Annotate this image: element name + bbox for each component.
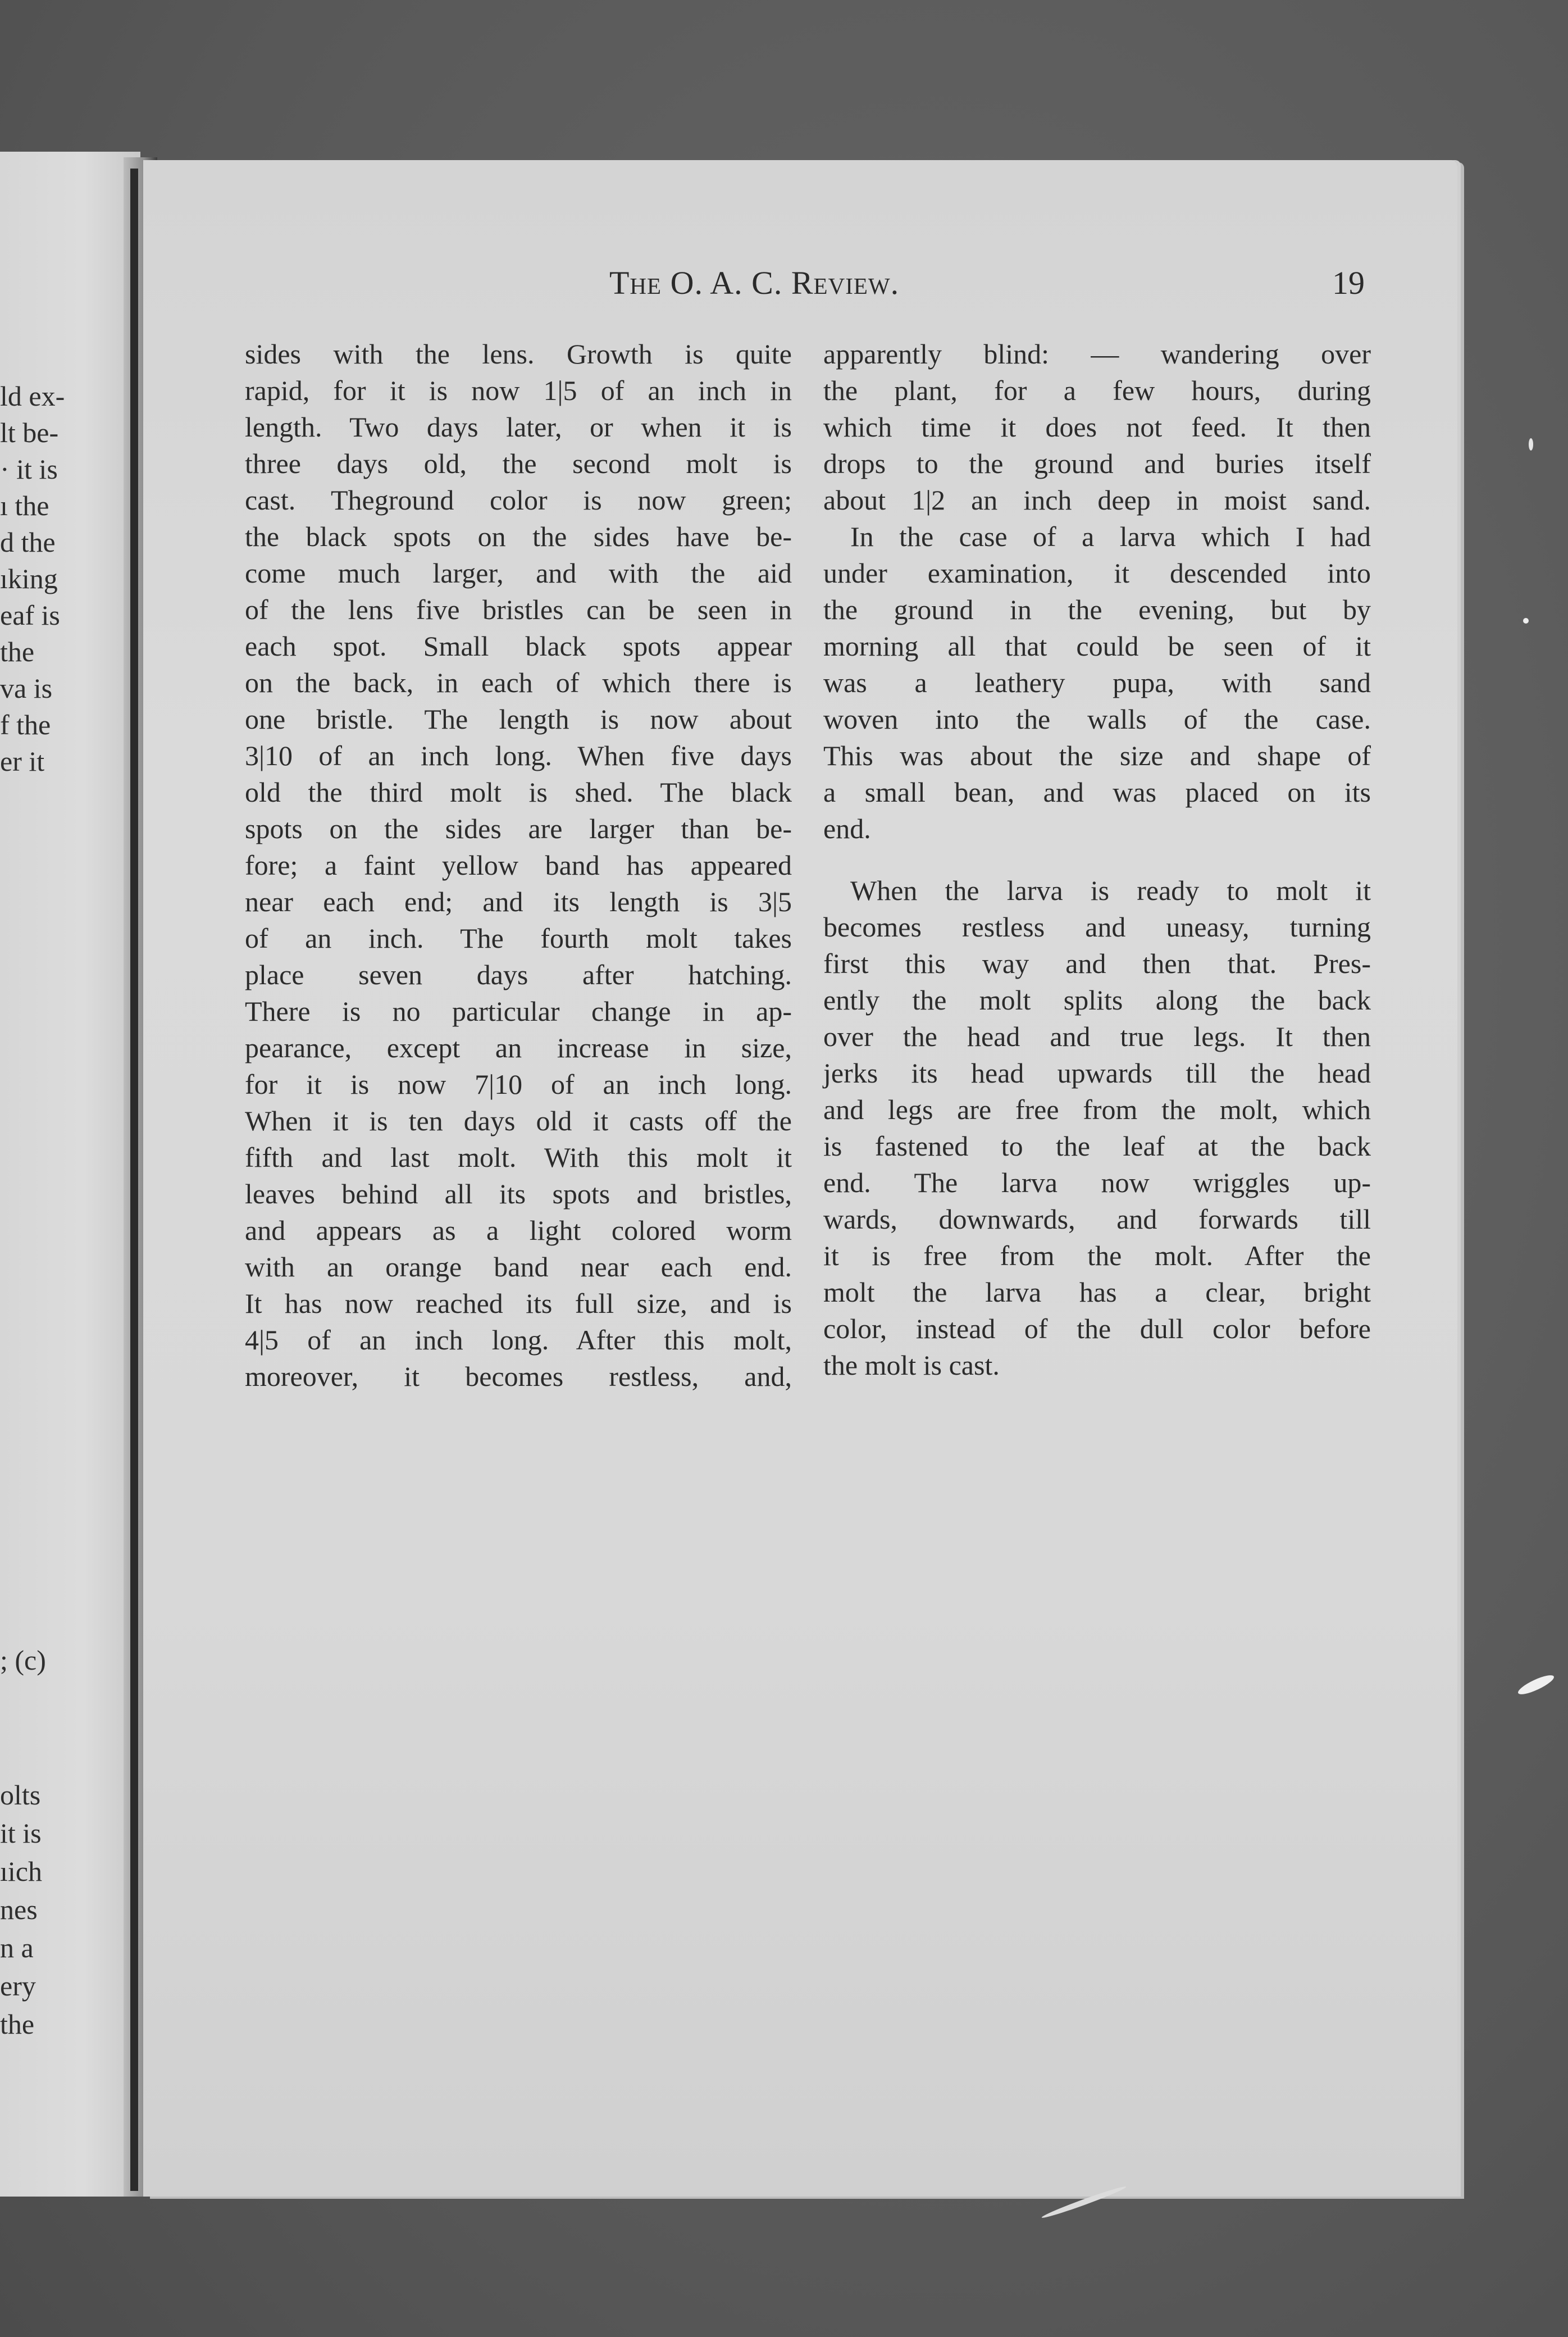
text-line: cast. Theground color is now green; xyxy=(245,484,792,516)
text-line: moreover, it becomes restless, and, xyxy=(245,1361,792,1392)
text-line: place seven days after hatching. xyxy=(245,959,792,990)
text-line: morning all that could be seen of it xyxy=(823,630,1371,662)
text-line: come much larger, and with the aid xyxy=(245,557,792,589)
dust-speck xyxy=(1516,1672,1556,1698)
text-line: pearance, except an increase in size, xyxy=(245,1032,792,1063)
text-line: In the case of a larva which I had xyxy=(850,521,1371,552)
header-title-main: O. A. C. xyxy=(670,265,783,301)
left-page-text-fragment: olts xyxy=(0,1779,41,1811)
text-line: color, instead of the dull color before xyxy=(823,1313,1371,1344)
left-page-text-fragment: er it xyxy=(0,745,45,777)
text-line: about 1|2 an inch deep in moist sand. xyxy=(823,484,1371,516)
text-line: with an orange band near each end. xyxy=(245,1251,792,1283)
left-page-text-fragment: n a xyxy=(0,1932,34,1963)
paragraph-larva-examination xyxy=(823,519,1371,847)
text-line: the black spots on the sides have be- xyxy=(245,521,792,552)
text-line: 4|5 of an inch long. After this molt, xyxy=(245,1324,792,1356)
left-page-text-fragment: ıking xyxy=(0,563,58,594)
text-line: When the larva is ready to molt it xyxy=(850,875,1371,906)
text-line: wards, downwards, and forwards till xyxy=(823,1203,1371,1235)
text-line: the plant, for a few hours, during xyxy=(823,375,1371,406)
text-line: There is no particular change in ap- xyxy=(245,995,792,1027)
text-line: over the head and true legs. It then xyxy=(823,1021,1371,1052)
text-line: is fastened to the leaf at the back xyxy=(823,1130,1371,1162)
text-line: jerks its head upwards till the head xyxy=(823,1057,1371,1089)
text-line: sides with the lens. Growth is quite xyxy=(245,338,792,370)
left-page-fragment xyxy=(0,152,140,2197)
text-line: one bristle. The length is now about xyxy=(245,703,792,735)
text-line: apparently blind: — wandering over xyxy=(823,338,1371,370)
text-line: was a leathery pupa, with sand xyxy=(823,667,1371,698)
left-page-text-fragment: nes xyxy=(0,1894,38,1925)
left-page-text-fragment: ıich xyxy=(0,1856,42,1887)
text-line: molt the larva has a clear, bright xyxy=(823,1276,1371,1308)
paragraph-apparently-blind xyxy=(823,336,1371,519)
text-line: each spot. Small black spots appear xyxy=(245,630,792,662)
left-page-text-fragment: ı the xyxy=(0,490,49,521)
header-title-prefix: The xyxy=(609,265,662,301)
left-page-text-fragment: d the xyxy=(0,526,56,558)
text-line: for it is now 7|10 of an inch long. xyxy=(245,1069,792,1100)
text-line: old the third molt is shed. The black xyxy=(245,776,792,808)
dust-speck xyxy=(1523,618,1529,624)
text-line: under examination, it descended into xyxy=(823,557,1371,589)
left-page-text-fragment: eaf is xyxy=(0,599,60,631)
text-line: This was about the size and shape of xyxy=(823,740,1371,771)
text-line: 3|10 of an inch long. When five days xyxy=(245,740,792,771)
text-line: fifth and last molt. With this molt it xyxy=(245,1142,792,1173)
text-line: spots on the sides are larger than be- xyxy=(245,813,792,844)
text-line: the ground in the evening, but by xyxy=(823,594,1371,625)
book-spine xyxy=(130,169,138,2191)
text-line: woven into the walls of the case. xyxy=(823,703,1371,735)
text-line: the molt is cast. xyxy=(823,1349,1000,1381)
text-line: and legs are free from the molt, which xyxy=(823,1094,1371,1125)
text-line: first this way and then that. Pres- xyxy=(823,948,1371,979)
header-title-suffix: Review. xyxy=(791,265,900,301)
text-line: length. Two days later, or when it is xyxy=(245,411,792,443)
text-line: end. The larva now wriggles up- xyxy=(823,1167,1371,1198)
text-line: drops to the ground and buries itself xyxy=(823,448,1371,479)
text-line: ently the molt splits along the back xyxy=(823,984,1371,1016)
text-column-right xyxy=(823,336,1371,1384)
text-line: fore; a faint yellow band has appeared xyxy=(245,849,792,881)
left-page-text-fragment: the xyxy=(0,636,35,667)
text-line: on the back, in each of which there is xyxy=(245,667,792,698)
page-number: 19 xyxy=(1332,265,1365,301)
text-line: three days old, the second molt is xyxy=(245,448,792,479)
text-line: It has now reached its full size, and is xyxy=(245,1288,792,1319)
text-line: end. xyxy=(823,813,871,844)
paragraph-molt-description xyxy=(823,872,1371,1384)
left-page-text-fragment: va is xyxy=(0,672,53,704)
text-line: leaves behind all its spots and bristles, xyxy=(245,1178,792,1210)
text-line: of the lens five bristles can be seen in xyxy=(245,594,792,625)
text-line: a small bean, and was placed on its xyxy=(823,776,1371,808)
left-page-text-fragment: · it is xyxy=(0,453,58,485)
left-page-text-fragment: the xyxy=(0,2008,35,2040)
text-line: becomes restless and uneasy, turning xyxy=(823,911,1371,943)
left-page-text-fragment: it is xyxy=(0,1817,42,1849)
left-page-text-fragment: ery xyxy=(0,1970,36,2002)
text-line: of an inch. The fourth molt takes xyxy=(245,922,792,954)
text-line: it is free from the molt. After the xyxy=(823,1240,1371,1271)
left-page-text-fragment: lt be- xyxy=(0,417,59,448)
text-column-left xyxy=(245,336,792,1395)
paragraph-gap xyxy=(823,847,1371,872)
left-page-text-fragment: f the xyxy=(0,709,51,740)
text-line: and appears as a light colored worm xyxy=(245,1215,792,1246)
left-page-text-fragment: ld ex- xyxy=(0,380,65,412)
dust-speck xyxy=(1529,438,1533,451)
text-line: When it is ten days old it casts off the xyxy=(245,1105,792,1136)
text-line: which time it does not feed. It then xyxy=(823,411,1371,443)
text-line: near each end; and its length is 3|5 xyxy=(245,886,792,917)
left-page-fragment-mid: ; (c) xyxy=(0,1644,46,1676)
running-header xyxy=(609,264,899,302)
text-line: rapid, for it is now 1|5 of an inch in xyxy=(245,375,792,406)
